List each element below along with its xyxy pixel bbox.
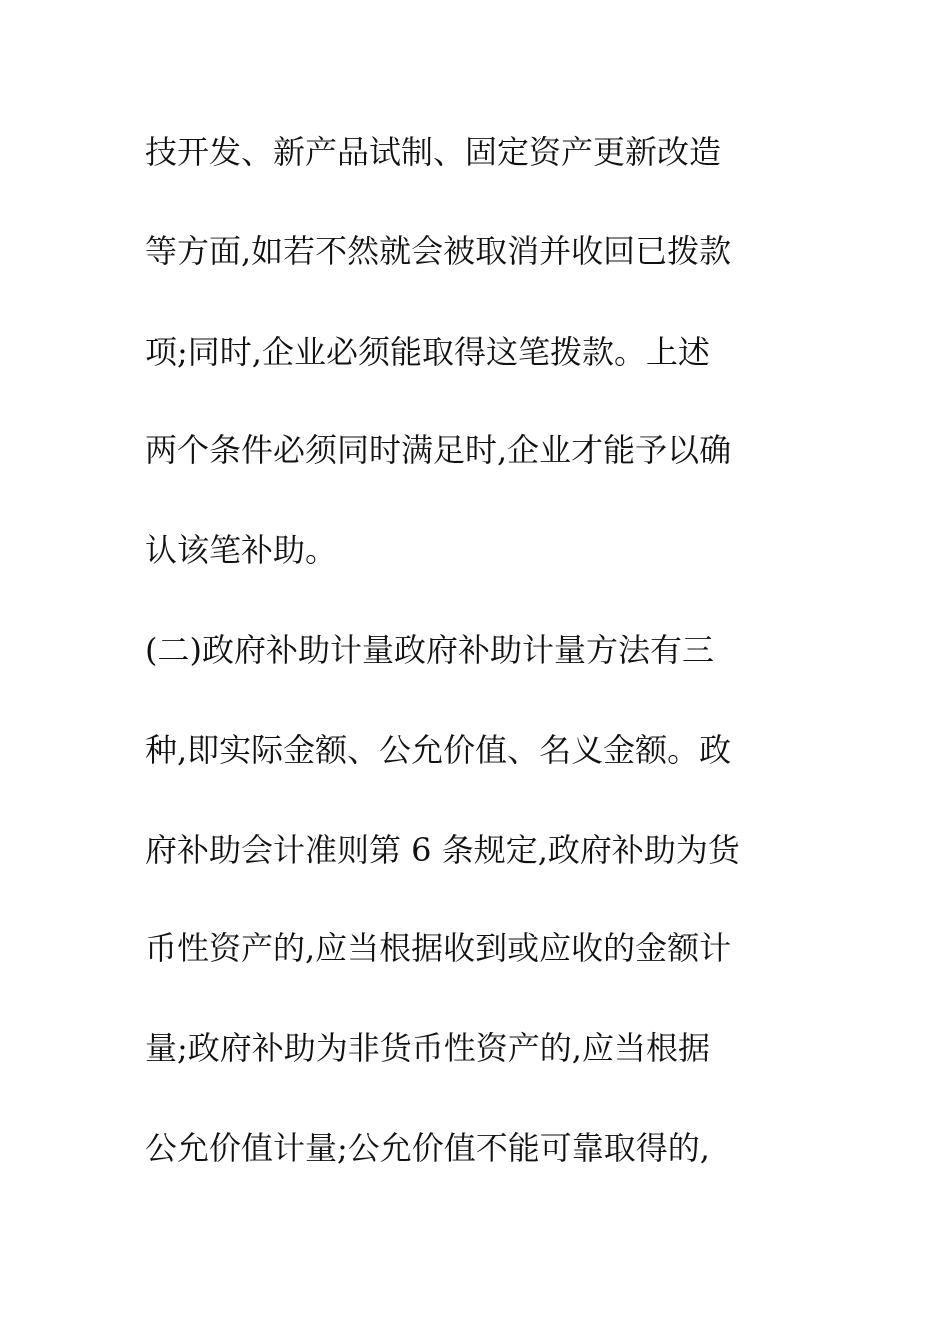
body-text-line: 项;同时,企业必须能取得这笔拨款。上述 [145,333,710,371]
body-text-line: 认该笔补助。 [145,531,338,569]
body-text-line: 府补助会计准则第 6 条规定,政府补助为货 [145,831,740,869]
body-text-line: 公允价值计量;公允价值不能可靠取得的, [145,1129,710,1167]
body-text-line: 等方面,如若不然就会被取消并收回已拨款 [145,232,732,270]
body-text-line: 两个条件必须同时满足时,企业才能予以确 [145,431,732,469]
body-text-line: 种,即实际金额、公允价值、名义金额。政 [145,731,732,769]
body-text-line: 技开发、新产品试制、固定资产更新改造 [145,133,722,171]
body-text-line: 币性资产的,应当根据收到或应收的金额计 [145,929,732,967]
section-heading-line: (二)政府补助计量政府补助计量方法有三 [145,631,714,669]
body-text-line: 量;政府补助为非货币性资产的,应当根据 [145,1029,710,1067]
